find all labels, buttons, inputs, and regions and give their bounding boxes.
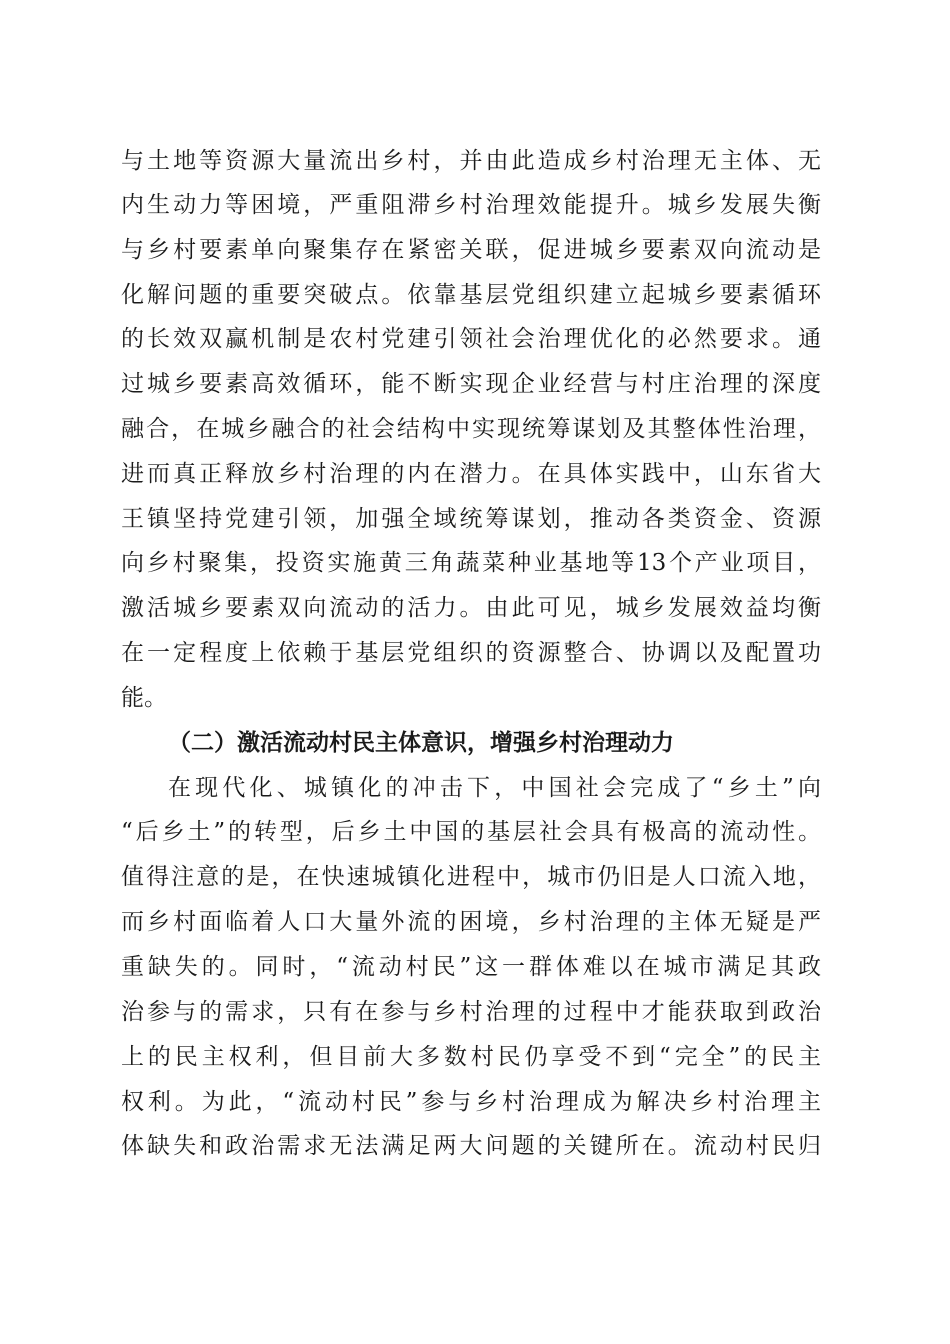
body-text-line: 激活城乡要素双向流动的活力。由此可见，城乡发展效益均衡 (121, 595, 821, 621)
body-text-line: 过城乡要素高效循环，能不断实现企业经营与村庄治理的深度 (121, 371, 821, 397)
body-text-line: 王镇坚持党建引领，加强全域统筹谋划，推动各类资金、资源 (121, 506, 821, 532)
section-heading: （二）激活流动村民主体意识，增强乡村治理动力 (168, 729, 674, 756)
body-text-line: 的长效双赢机制是农村党建引领社会治理优化的必然要求。通 (121, 326, 821, 352)
body-text-line: 融合，在城乡融合的社会结构中实现统筹谋划及其整体性治理， (121, 416, 821, 442)
body-text-line: 治参与的需求，只有在参与乡村治理的过程中才能获取到政治 (121, 999, 821, 1025)
body-text-line: 向乡村聚集，投资实施黄三角蔬菜种业基地等13个产业项目， (121, 550, 821, 576)
body-text-line: 化解问题的重要突破点。依靠基层党组织建立起城乡要素循环 (121, 282, 821, 308)
body-text-line: 在一定程度上依赖于基层党组织的资源整合、协调以及配置功 (121, 640, 821, 666)
body-text-line: 值得注意的是，在快速城镇化进程中，城市仍旧是人口流入地， (121, 864, 821, 890)
body-text-line: 进而真正释放乡村治理的内在潜力。在具体实践中，山东省大 (121, 461, 821, 487)
body-text-line: 而乡村面临着人口大量外流的困境，乡村治理的主体无疑是严 (121, 909, 821, 935)
body-text-line: 与乡村要素单向聚集存在紧密关联，促进城乡要素双向流动是 (121, 237, 821, 263)
body-text-line: “后乡土”的转型，后乡土中国的基层社会具有极高的流动性。 (121, 819, 821, 845)
body-text-line: 体缺失和政治需求无法满足两大问题的关键所在。流动村民归 (121, 1133, 821, 1159)
body-text-line: 内生动力等困境，严重阻滞乡村治理效能提升。城乡发展失衡 (121, 192, 821, 218)
body-text-line: 在现代化、城镇化的冲击下，中国社会完成了“乡土”向 (168, 775, 821, 801)
body-text-line: 权利。为此，“流动村民”参与乡村治理成为解决乡村治理主 (121, 1089, 821, 1115)
body-text-line: 能。 (121, 685, 167, 711)
body-text-line: 重缺失的。同时，“流动村民”这一群体难以在城市满足其政 (121, 954, 821, 980)
body-text-line: 上的民主权利，但目前大多数村民仍享受不到“完全”的民主 (121, 1044, 821, 1070)
body-text-line: 与土地等资源大量流出乡村，并由此造成乡村治理无主体、无 (121, 148, 821, 174)
